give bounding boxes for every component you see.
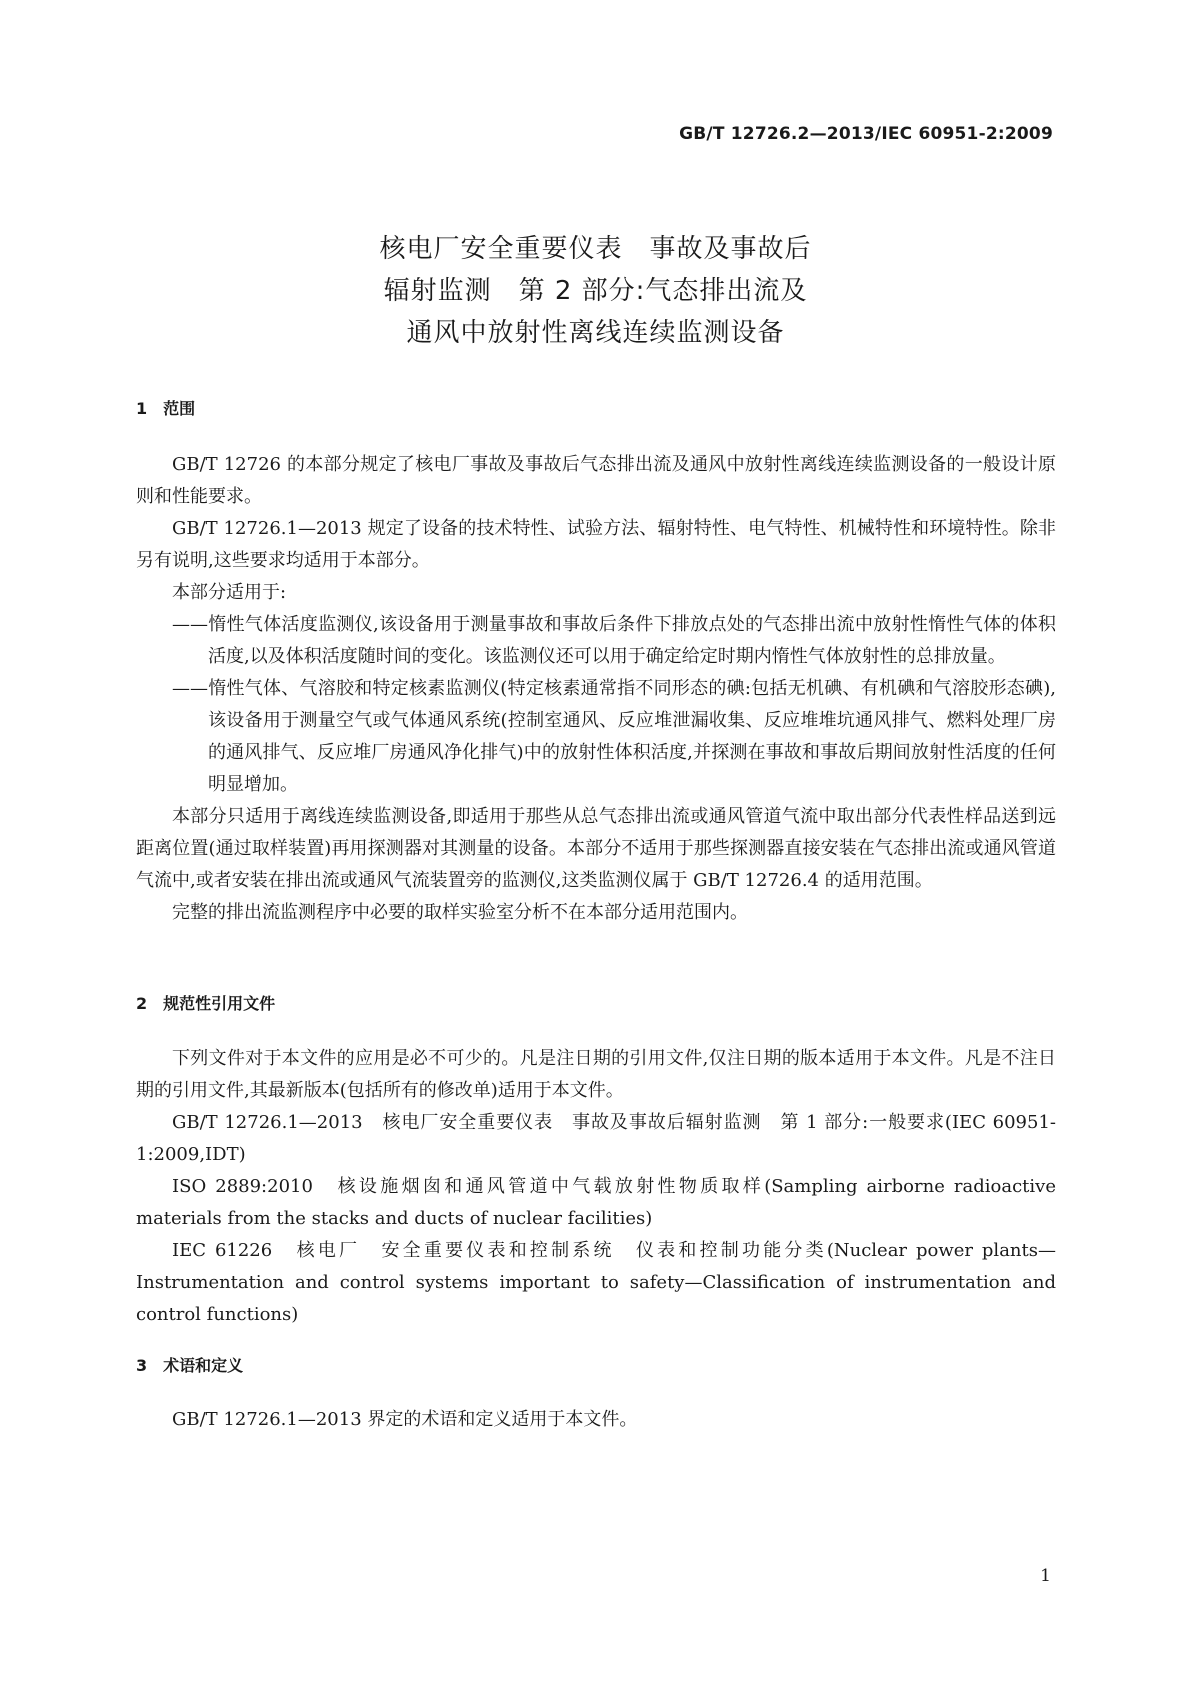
standard-code-header: GB/T 12726.2—2013/IEC 60951-2:2009 bbox=[679, 124, 1053, 144]
section-3-body bbox=[136, 1404, 1056, 1436]
document-title bbox=[0, 228, 1191, 354]
title-line-2: 辐射监测 第 2 部分:气态排出流及 bbox=[383, 276, 808, 306]
scope-paragraph-3: 本部分适用于: bbox=[172, 582, 287, 603]
scope-list-item-2: ——惰性气体、气溶胶和特定核素监测仪(特定核素通常指不同形态的碘:包括无机碘、有机碘和气溶胶形态碘),该设备用于测量空气或气体通风系统(控制室通风、反应堆泄漏收集、反应堆堆坑通风排气、燃料处理厂房的通风排气、反应堆厂房通风净化排气)中的放射性体积活度,并探测在事故和事故后期间放射性活度的任何明显增加。 bbox=[172, 678, 1056, 795]
section-2-heading: 2 规范性引用文件 bbox=[136, 994, 276, 1013]
scope-paragraph-2: GB/T 12726.1—2013 规定了设备的技术特性、试验方法、辐射特性、电气特性、机械特性和环境特性。除非另有说明,这些要求均适用于本部分。 bbox=[136, 518, 1056, 571]
scope-paragraph-1: GB/T 12726 的本部分规定了核电厂事故及事故后气态排出流及通风中放射性离线连续监测设备的一般设计原则和性能要求。 bbox=[136, 454, 1056, 507]
page-number: 1 bbox=[1040, 1566, 1051, 1586]
scope-paragraph-5: 完整的排出流监测程序中必要的取样实验室分析不在本部分适用范围内。 bbox=[172, 902, 748, 923]
section-1-body bbox=[136, 449, 1056, 929]
section-2-body bbox=[136, 1043, 1056, 1331]
normative-ref-2: ISO 2889:2010 核设施烟囱和通风管道中气载放射性物质取样(Sampling airborne radioactive materials from the stacks and ducts of nuclear facilities) bbox=[136, 1176, 1056, 1229]
normative-ref-3: IEC 61226 核电厂 安全重要仪表和控制系统 仪表和控制功能分类(Nuclear power plants—Instrumentation and control systems important to safety—Classification of instrumentation and control functions) bbox=[136, 1240, 1056, 1325]
scope-paragraph-4: 本部分只适用于离线连续监测设备,即适用于那些从总气态排出流或通风管道气流中取出部分代表性样品送到远距离位置(通过取样装置)再用探测器对其测量的设备。本部分不适用于那些探测器直接安装在气态排出流或通风管道气流中,或者安装在排出流或通风气流装置旁的监测仪,这类监测仪属于 GB/T 12726.4 的适用范围。 bbox=[136, 806, 1056, 891]
title-line-1: 核电厂安全重要仪表 事故及事故后 bbox=[379, 234, 812, 264]
scope-list-item-1: ——惰性气体活度监测仪,该设备用于测量事故和事故后条件下排放点处的气态排出流中放射性惰性气体的体积活度,以及体积活度随时间的变化。该监测仪还可以用于确定给定时期内惰性气体放射性的总排放量。 bbox=[172, 614, 1056, 667]
section-3-heading: 3 术语和定义 bbox=[136, 1356, 244, 1375]
title-line-3: 通风中放射性离线连续监测设备 bbox=[406, 318, 785, 348]
terms-paragraph: GB/T 12726.1—2013 界定的术语和定义适用于本文件。 bbox=[172, 1409, 638, 1430]
normative-ref-1: GB/T 12726.1—2013 核电厂安全重要仪表 事故及事故后辐射监测 第 1 部分:一般要求(IEC 60951-1:2009,IDT) bbox=[136, 1112, 1056, 1165]
section-1-heading: 1 范围 bbox=[136, 399, 196, 418]
normative-refs-paragraph: 下列文件对于本文件的应用是必不可少的。凡是注日期的引用文件,仅注日期的版本适用于本文件。凡是不注日期的引用文件,其最新版本(包括所有的修改单)适用于本文件。 bbox=[136, 1048, 1056, 1101]
